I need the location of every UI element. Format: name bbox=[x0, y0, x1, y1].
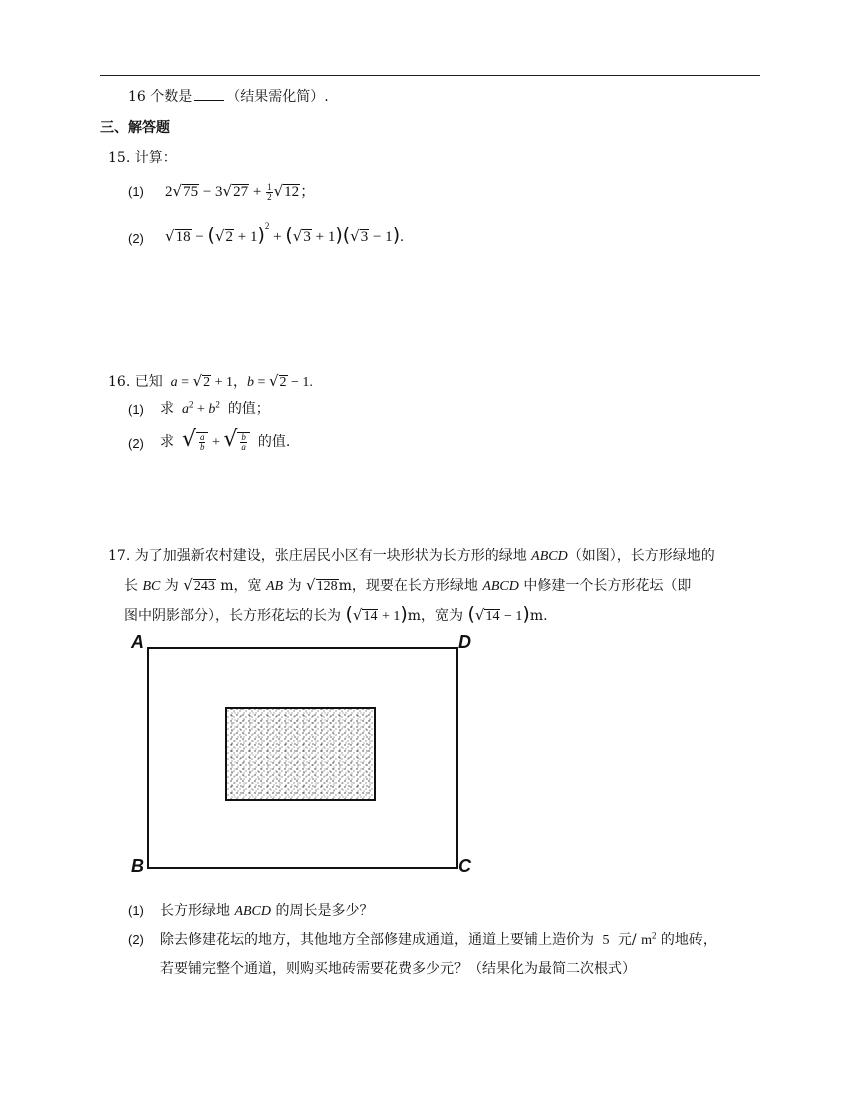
vertex-c-label: C bbox=[458, 856, 471, 876]
q17-p2-text-1: 除去修建花坛的地方，其他地方全部修建成通道，通道上要铺上造价为 bbox=[160, 932, 594, 948]
q17-line2 bbox=[124, 575, 691, 595]
q16-stem-text: 已知 bbox=[134, 374, 163, 390]
q16-p1 bbox=[160, 398, 270, 418]
q17-p2-unit: $m^2$ bbox=[641, 930, 657, 948]
q17-p1-suffix: 的周长是多少？ bbox=[275, 903, 374, 919]
q15-p1-label: (1) bbox=[128, 184, 144, 199]
q16-number: 16. bbox=[108, 374, 131, 390]
q16-p2-prefix: 求 bbox=[160, 434, 174, 450]
q17-text-10: m，宽为 bbox=[407, 608, 464, 624]
q14-text: 16 个数是 bbox=[128, 89, 193, 105]
q17-text-3: 长 bbox=[124, 578, 138, 594]
q16-given: a = √2 + 1，b = √2 − 1. bbox=[167, 372, 313, 390]
q17-p1-abcd: ABCD bbox=[234, 904, 272, 919]
q15-p1-expression: 2√75 − 3√27 + $\frac{1}{2}$ √12； bbox=[165, 182, 316, 203]
q16-p2-expression: √ $\frac{a}{b}$ + √ $\frac{b}{a}$ bbox=[178, 435, 253, 450]
q17-p1 bbox=[160, 900, 373, 920]
q14-continuation bbox=[128, 86, 329, 106]
q14-suffix: （结果需化简）. bbox=[226, 89, 329, 105]
q16-p2-suffix: 的值. bbox=[257, 434, 291, 450]
q17-bc-value: √243 bbox=[183, 576, 215, 594]
header-rule bbox=[100, 75, 760, 76]
q16-p2 bbox=[160, 427, 290, 452]
q15-stem bbox=[108, 147, 177, 167]
q17-ab-value: √128 bbox=[306, 576, 338, 594]
q16-p1-suffix: 的值； bbox=[227, 401, 270, 417]
q17-text-2: （如图），长方形绿地的 bbox=[567, 548, 715, 564]
q17-text-8: 中修建一个长方形花坛（即 bbox=[523, 578, 692, 594]
q17-bed-width: (√14 − 1) bbox=[467, 603, 530, 625]
q17-text-7: m，现要在长方形绿地 bbox=[338, 578, 478, 594]
q17-abcd-2: ABCD bbox=[482, 579, 519, 594]
q17-text-1: 为了加强新农村建设，张庄居民小区有一块形状为长方形的绿地 bbox=[134, 548, 527, 564]
q17-text-11: m. bbox=[529, 608, 548, 624]
q17-p2-line1 bbox=[160, 929, 717, 949]
q17-p2-line2: 若要铺完整个通道，则购买地砖需要花费多少元？（结果化为最简二次根式） bbox=[160, 961, 636, 977]
q17-p1-label: (1) bbox=[128, 903, 144, 918]
q17-ab: AB bbox=[266, 579, 284, 594]
q17-p2-price: 5 bbox=[602, 933, 610, 948]
q17-p2-unit-m: m bbox=[641, 933, 652, 948]
rectangle-figure bbox=[128, 630, 488, 880]
q16-p1-label: (1) bbox=[128, 402, 144, 417]
q17-p2-text-2: 的地砖， bbox=[660, 932, 717, 948]
q17-text-4: 为 bbox=[164, 578, 179, 594]
q15-stem-text: 计算： bbox=[134, 150, 177, 166]
q15-p2-expression: $√18 - (√2 + 1)^2 + (√3 + 1)(√3 - 1)$. bbox=[165, 221, 404, 246]
q15-p2-label: (2) bbox=[128, 231, 144, 246]
q17-number: 17. bbox=[108, 548, 131, 564]
q17-bc: BC bbox=[142, 579, 161, 594]
q17-p1-prefix: 长方形绿地 bbox=[160, 903, 230, 919]
q15-number: 15. bbox=[108, 150, 131, 166]
vertex-a-label: A bbox=[131, 632, 144, 652]
q17-text-5: m，宽 bbox=[220, 578, 262, 594]
q17-bed-length: (√14 + 1) bbox=[345, 603, 408, 625]
q17-p2-unit-text: 元/ bbox=[617, 932, 637, 948]
q16-stem bbox=[108, 371, 313, 391]
q16-p1-prefix: 求 bbox=[160, 401, 174, 417]
answer-blank bbox=[194, 88, 224, 101]
q17-text-9: 图中阴影部分），长方形花坛的长为 bbox=[124, 608, 341, 624]
q17-line3 bbox=[124, 603, 548, 625]
q17-p2-label: (2) bbox=[128, 932, 144, 947]
q17-line1 bbox=[108, 545, 715, 565]
q16-p1-expression: $a^2 + b^2$ bbox=[178, 399, 220, 417]
section-title: 三、解答题 bbox=[100, 120, 170, 136]
vertex-d-label: D bbox=[458, 632, 471, 652]
q17-abcd: ABCD bbox=[531, 549, 568, 564]
q17-text-6: 为 bbox=[287, 578, 302, 594]
vertex-b-label: B bbox=[131, 856, 144, 876]
q17-figure bbox=[128, 630, 488, 880]
q16-p2-label: (2) bbox=[128, 436, 144, 451]
